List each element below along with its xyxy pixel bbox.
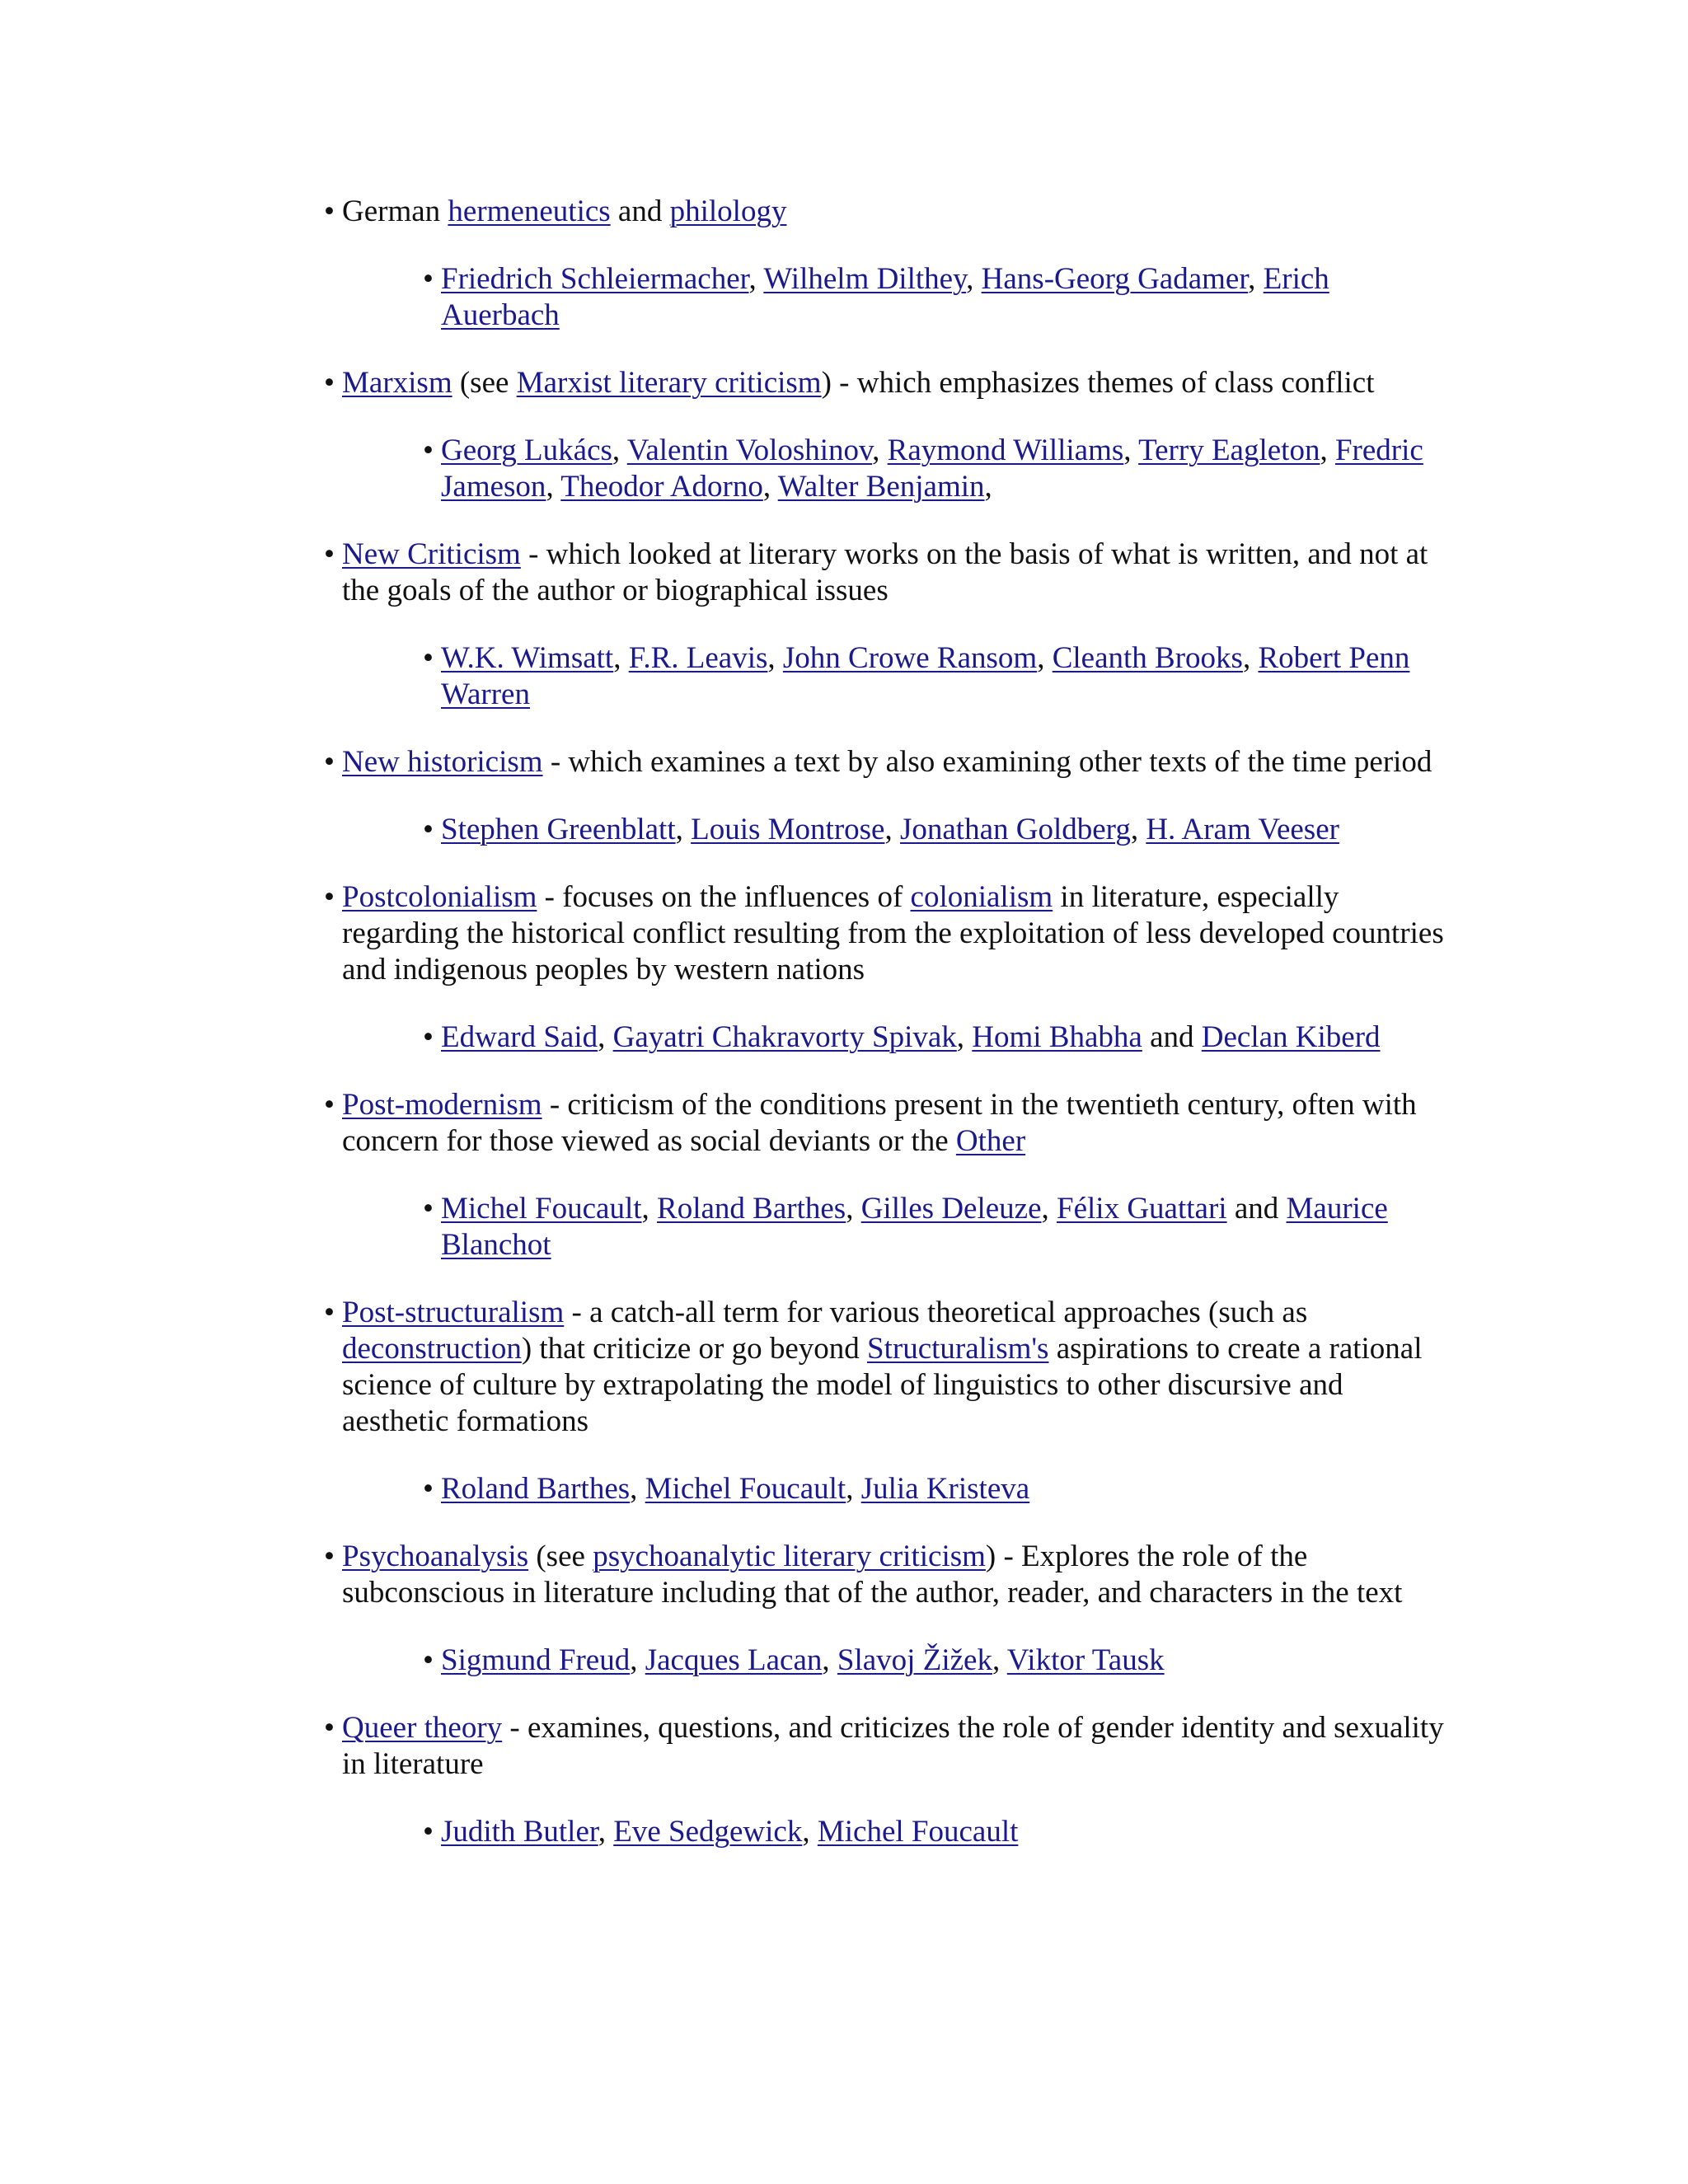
bullet-icon: • [324,1296,335,1329]
text-segment: , [802,1815,818,1849]
text-segment: - which examines a text by also examining other texts of the time period [542,745,1432,779]
link-cleanth-brooks[interactable]: Cleanth Brooks [1052,641,1243,675]
text-segment: , [846,1192,861,1226]
link-postcolonialism[interactable]: Postcolonialism [342,880,537,914]
text-segment: , [884,813,900,846]
link-theodor-adorno[interactable]: Theodor Adorno [560,470,763,504]
bullet-icon: • [423,641,434,675]
bullet-icon: • [324,1711,335,1745]
text-segment: , [546,470,561,504]
link-roland-barthes[interactable]: Roland Barthes [441,1472,631,1506]
text-segment: , [846,1472,861,1506]
text-segment: (see [528,1540,593,1573]
text-segment: , [613,641,629,675]
bullet-icon: • [324,1088,335,1122]
text-segment: aspirations to create a rational science of culture by extrapolating the model of linguistics to other discursive and aesthetic formations [342,1332,1423,1438]
text-segment: , [598,1020,613,1054]
link-roland-barthes[interactable]: Roland Barthes [657,1192,846,1226]
text-segment: - examines, questions, and criticizes the role of gender identity and sexuality in literature [342,1711,1444,1781]
link-julia-kristeva[interactable]: Julia Kristeva [860,1472,1030,1506]
link-philology[interactable]: philology [669,194,787,228]
text-segment: German [342,194,448,228]
link-h-aram-veeser[interactable]: H. Aram Veeser [1146,813,1339,846]
text-segment: , [956,1020,973,1054]
bullet-icon: • [423,1815,434,1849]
link-terry-eagleton[interactable]: Terry Eagleton [1138,434,1320,467]
link-structuralism-s[interactable]: Structuralism's [867,1332,1049,1366]
text-segment: , [675,813,692,846]
topic-item [293,194,1447,230]
link-john-crowe-ransom[interactable]: John Crowe Ransom [782,641,1038,675]
topic-item [293,1710,1447,1783]
text-segment: , [1123,434,1139,467]
text-segment: , [1037,641,1053,675]
link-wilhelm-dilthey[interactable]: Wilhelm Dilthey [763,262,967,296]
text-segment: , [630,1643,645,1677]
text-segment: , [1041,1192,1057,1226]
link-georg-lukacs[interactable]: Georg Lukács [441,434,612,467]
link-eve-sedgewick[interactable]: Eve Sedgewick [613,1815,803,1849]
bullet-icon: • [423,1472,434,1506]
people-item [293,1814,1447,1850]
link-declan-kiberd[interactable]: Declan Kiberd [1201,1020,1381,1054]
link-psychoanalytic-literary-criticism[interactable]: psychoanalytic literary criticism [593,1540,986,1573]
link-michel-foucault[interactable]: Michel Foucault [441,1192,642,1226]
topic-item [293,1295,1447,1440]
text-segment: - which looked at literary works on the basis of what is written, and not at the goals of the author or biographical issues [342,537,1428,607]
people-item [293,261,1447,334]
link-new-historicism[interactable]: New historicism [342,745,543,779]
people-item [293,812,1447,848]
text-segment: , [1130,813,1146,846]
bullet-icon: • [324,880,335,914]
link-post-modernism[interactable]: Post-modernism [342,1088,542,1122]
link-psychoanalysis[interactable]: Psychoanalysis [342,1540,529,1573]
link-edward-said[interactable]: Edward Said [441,1020,598,1054]
text-segment: , [984,470,992,504]
bullet-icon: • [423,434,434,467]
link-jonathan-goldberg[interactable]: Jonathan Goldberg [899,813,1131,846]
bullet-icon: • [324,1540,335,1573]
link-deconstruction[interactable]: deconstruction [342,1332,522,1366]
text-segment: , [748,262,764,296]
text-segment: - a catch-all term for various theoretical approaches (such as [564,1296,1308,1329]
link-homi-bhabha[interactable]: Homi Bhabha [972,1020,1142,1054]
text-segment: , [612,434,627,467]
link-louis-montrose[interactable]: Louis Montrose [691,813,885,846]
text-segment: , [872,434,888,467]
text-segment: , [966,262,982,296]
bullet-icon: • [423,1192,434,1226]
bullet-icon: • [324,366,335,400]
text-segment: ) that criticize or go beyond [521,1332,868,1366]
link-fredric-jameson[interactable]: Fredric Jameson [441,434,1423,504]
link-gilles-deleuze[interactable]: Gilles Deleuze [860,1192,1042,1226]
text-segment: - criticism of the conditions present in the twentieth century, often with concern for those viewed as social deviants or the [342,1088,1417,1158]
text-segment: ) - Explores the role of the subconscious in literature including that of the author, reader, and characters in the text [342,1540,1403,1610]
text-segment: , [1320,434,1335,467]
link-marxist-literary-criticism[interactable]: Marxist literary criticism [516,366,822,400]
text-segment: , [598,1815,614,1849]
link-other[interactable]: Other [955,1124,1026,1158]
text-segment: , [822,1643,837,1677]
text-segment: and [1142,1020,1202,1054]
bullet-icon: • [423,813,434,846]
text-segment: , [630,1472,645,1506]
bullet-icon: • [423,1020,434,1054]
link-colonialism[interactable]: colonialism [910,880,1053,914]
link-hermeneutics[interactable]: hermeneutics [448,194,611,228]
link-viktor-tausk[interactable]: Viktor Tausk [1006,1643,1165,1677]
link-felix-guattari[interactable]: Félix Guattari [1057,1192,1227,1226]
topic-item [293,1087,1447,1160]
link-queer-theory[interactable]: Queer theory [342,1711,503,1745]
bullet-icon: • [324,537,335,571]
bullet-icon: • [423,262,434,296]
topic-item [293,879,1447,988]
people-item [293,1471,1447,1507]
text-segment: , [641,1192,658,1226]
link-post-structuralism[interactable]: Post-structuralism [342,1296,565,1329]
link-robert-penn-warren[interactable]: Robert Penn Warren [441,641,1410,711]
people-item [293,1019,1447,1056]
link-valentin-voloshinov[interactable]: Valentin Voloshinov [626,434,873,467]
text-segment: ) - which emphasizes themes of class conflict [821,366,1375,400]
topic-item [293,744,1447,780]
link-raymond-williams[interactable]: Raymond Williams [887,434,1124,467]
link-w-k-wimsatt[interactable]: W.K. Wimsatt [441,641,614,675]
link-stephen-greenblatt[interactable]: Stephen Greenblatt [441,813,676,846]
text-segment: , [1248,262,1264,296]
people-item [293,640,1447,713]
topic-item [293,365,1447,401]
link-walter-benjamin[interactable]: Walter Benjamin [777,470,985,504]
link-f-r-leavis[interactable]: F.R. Leavis [628,641,768,675]
link-gayatri-chakravorty-spivak[interactable]: Gayatri Chakravorty Spivak [612,1020,957,1054]
text-segment: in literature, especially regarding the historical conflict resulting from the exploitation of less developed countries and indigenous peoples by western nations [342,880,1444,987]
topic-item [293,537,1447,609]
bullet-icon: • [423,1643,434,1677]
link-maurice-blanchot[interactable]: Maurice Blanchot [441,1192,1388,1262]
link-michel-foucault[interactable]: Michel Foucault [817,1815,1019,1849]
text-segment: - focuses on the influences of [537,880,911,914]
text-segment: and [610,194,670,228]
link-erich-auerbach[interactable]: Erich Auerbach [441,262,1329,332]
topic-item [293,1539,1447,1611]
link-michel-foucault[interactable]: Michel Foucault [645,1472,846,1506]
link-hans-georg-gadamer[interactable]: Hans-Georg Gadamer [981,262,1249,296]
link-jacques-lacan[interactable]: Jacques Lacan [645,1643,823,1677]
document-page [293,194,1447,1882]
bullet-icon: • [324,745,335,779]
link-friedrich-schleiermacher[interactable]: Friedrich Schleiermacher [441,262,749,296]
text-segment: , [1242,641,1259,675]
people-item [293,1643,1447,1679]
people-item [293,433,1447,505]
theory-outline-list [293,194,1447,1850]
link-new-criticism[interactable]: New Criticism [342,537,521,571]
people-item [293,1191,1447,1263]
text-segment: , [762,470,778,504]
text-segment: and [1226,1192,1287,1226]
link-slavoj-zizek[interactable]: Slavoj Žižek [837,1643,992,1677]
link-marxism[interactable]: Marxism [342,366,452,400]
link-judith-butler[interactable]: Judith Butler [441,1815,598,1849]
bullet-icon: • [324,194,335,228]
link-sigmund-freud[interactable]: Sigmund Freud [441,1643,631,1677]
text-segment: , [767,641,783,675]
text-segment: (see [452,366,517,400]
text-segment: , [992,1643,1007,1677]
